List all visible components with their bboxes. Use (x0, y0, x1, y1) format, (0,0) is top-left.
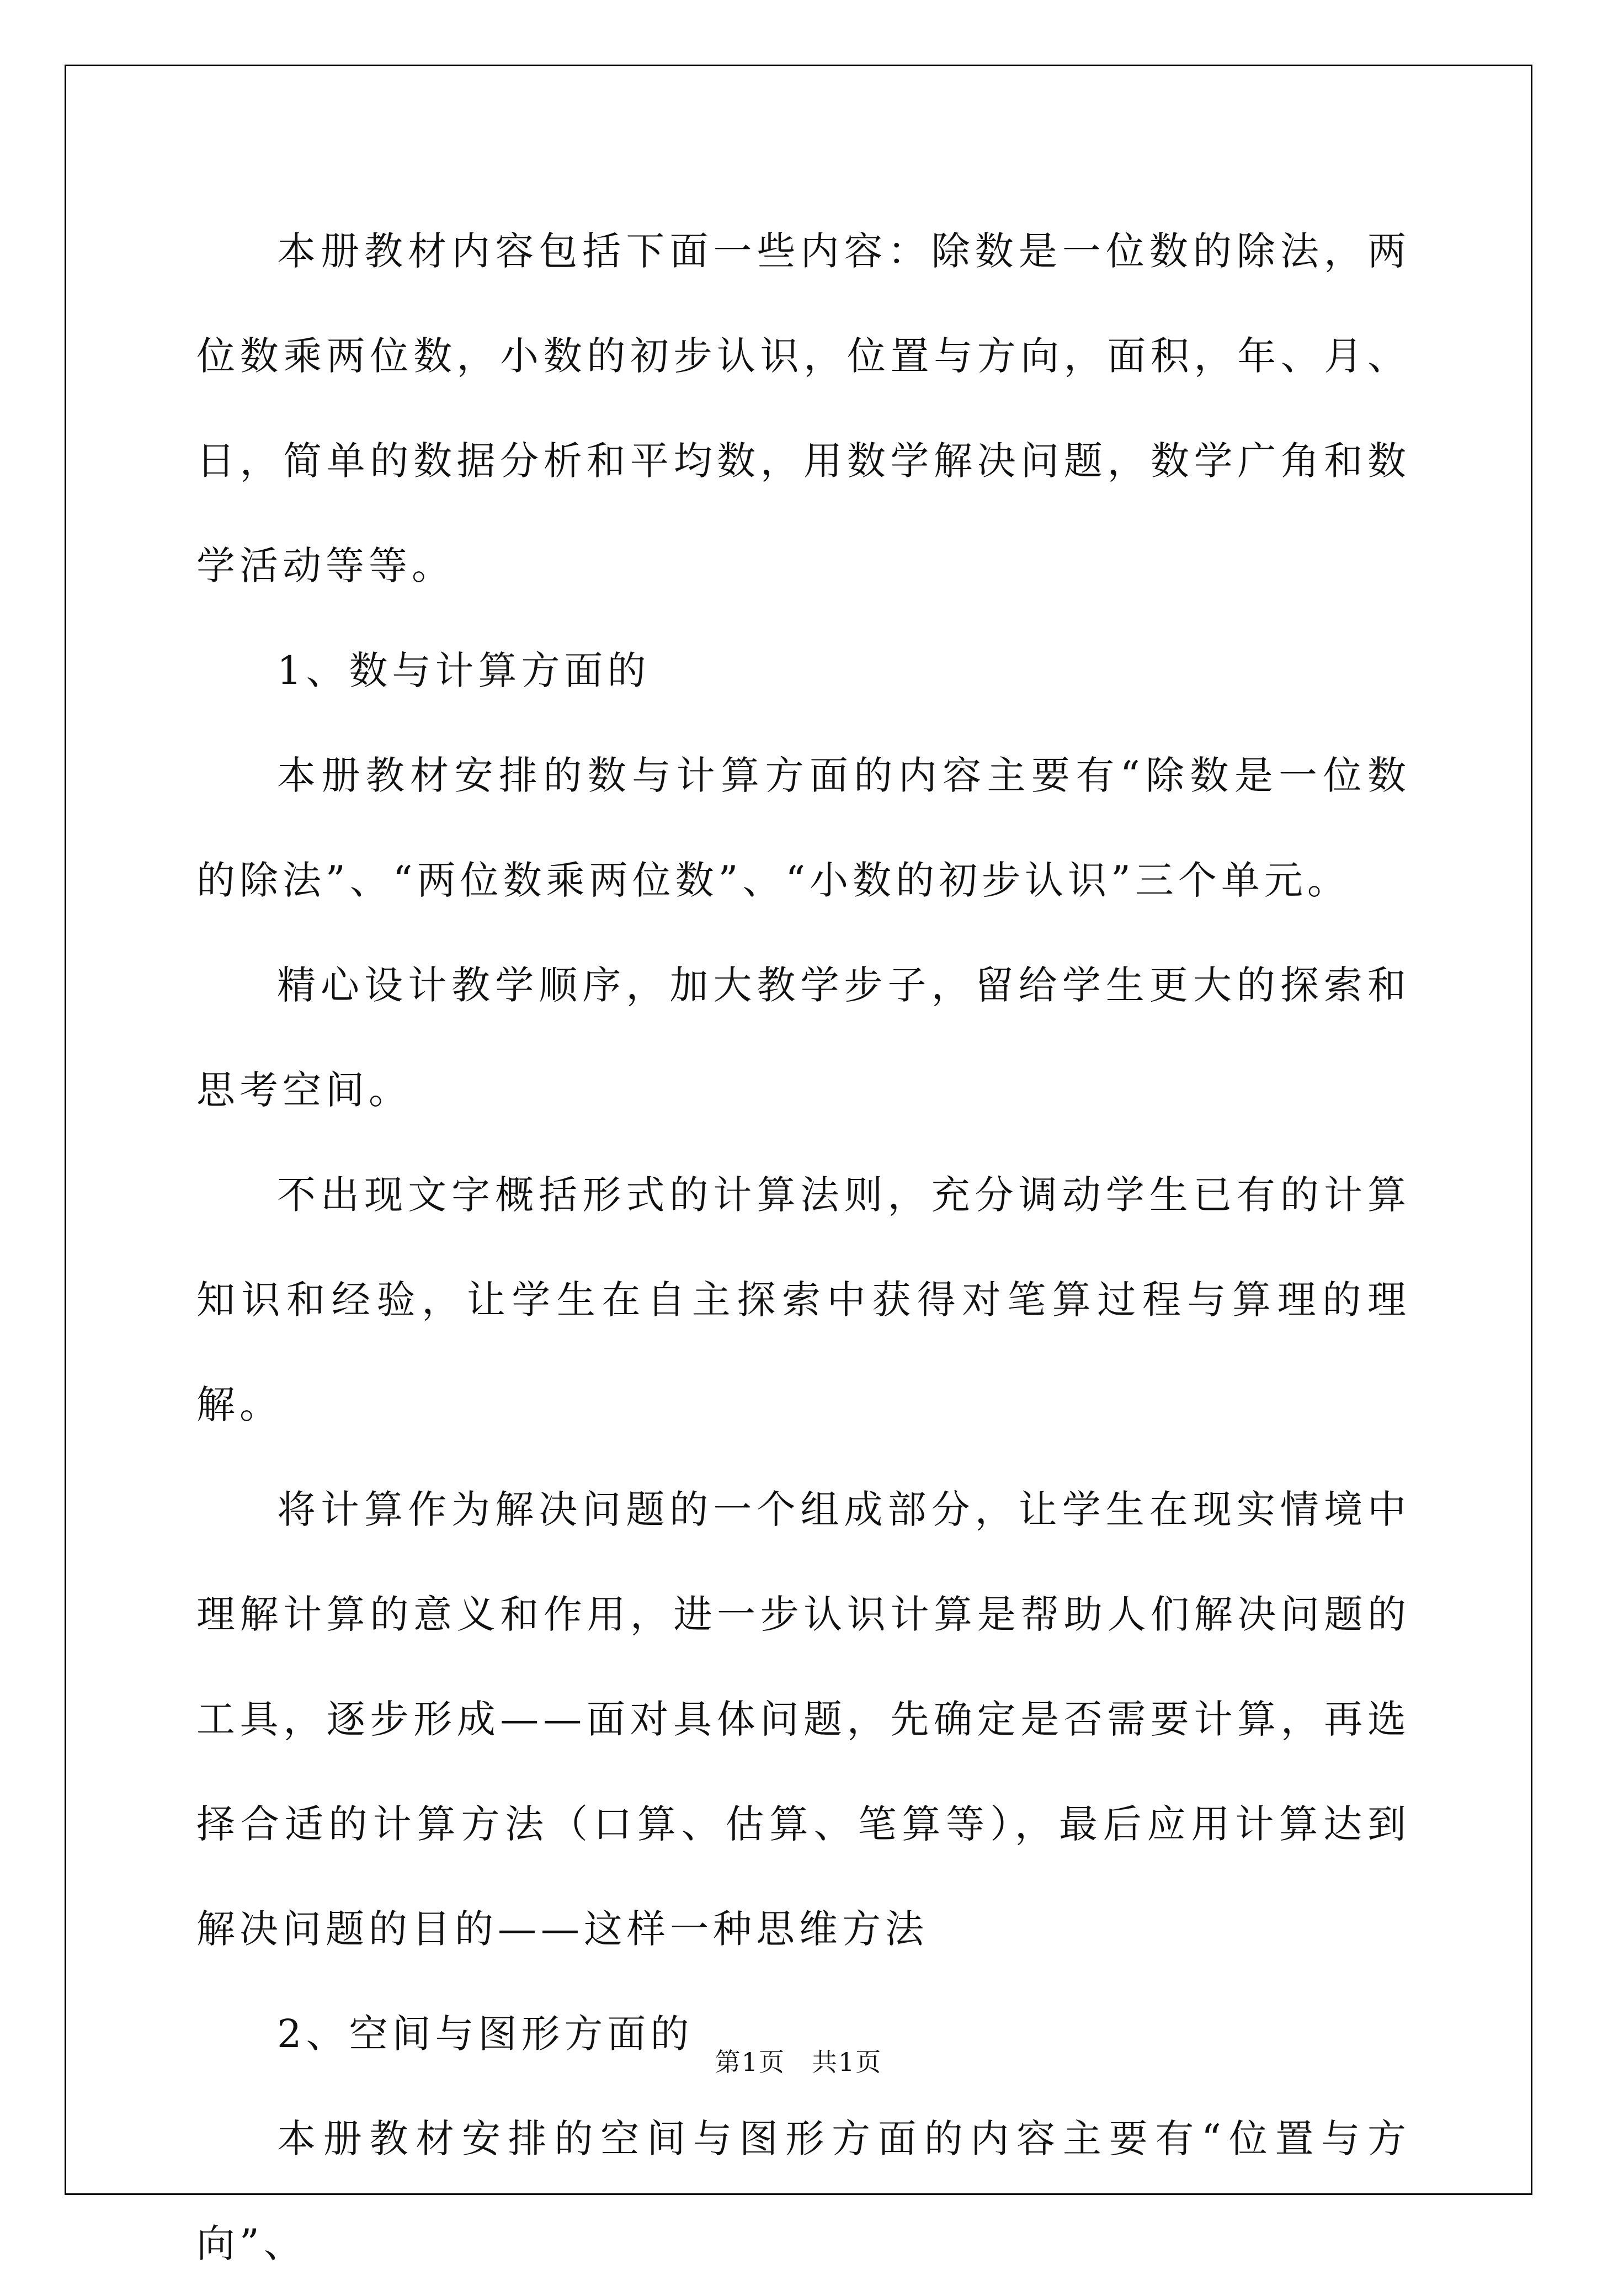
document-body (196, 199, 1410, 2296)
paragraph-number-units: 本册教材安排的数与计算方面的内容主要有“除数是一位数的除法”、“两位数乘两位数”、“小数的初步认识”三个单元。 (196, 753, 1410, 903)
page-footer: 第1页 共1页 (715, 2047, 882, 2077)
paragraph-calculation-rules: 不出现文字概括形式的计算法则，充分调动学生已有的计算知识和经验，让学生在自主探索中获得对笔算过程与算理的理解。 (196, 1172, 1410, 1427)
paragraph-teaching-order: 精心设计教学顺序，加大教学步子，留给学生更大的探索和思考空间。 (196, 963, 1410, 1113)
section-heading-2: 2、空间与图形方面的 (277, 2011, 694, 2056)
paragraph-problem-solving: 将计算作为解决问题的一个组成部分，让学生在现实情境中理解计算的意义和作用，进一步认识计算是帮助人们解决问题的工具，逐步形成——面对具体问题，先确定是否需要计算，再选择合适的计算方法（口算、估算、笔算等），最后应用计算达到解决问题的目的——这样一种思维方法 (196, 1487, 1410, 1952)
paragraph-intro: 本册教材内容包括下面一些内容：除数是一位数的除法，两位数乘两位数，小数的初步认识，位置与方向，面积，年、月、日，简单的数据分析和平均数，用数学解决问题，数学广角和数学活动等等。 (196, 228, 1410, 588)
paragraph-space-shapes: 本册教材安排的空间与图形方面的内容主要有“位置与方向”、 (196, 2116, 1410, 2266)
section-heading-1: 1、数与计算方面的 (277, 648, 651, 693)
